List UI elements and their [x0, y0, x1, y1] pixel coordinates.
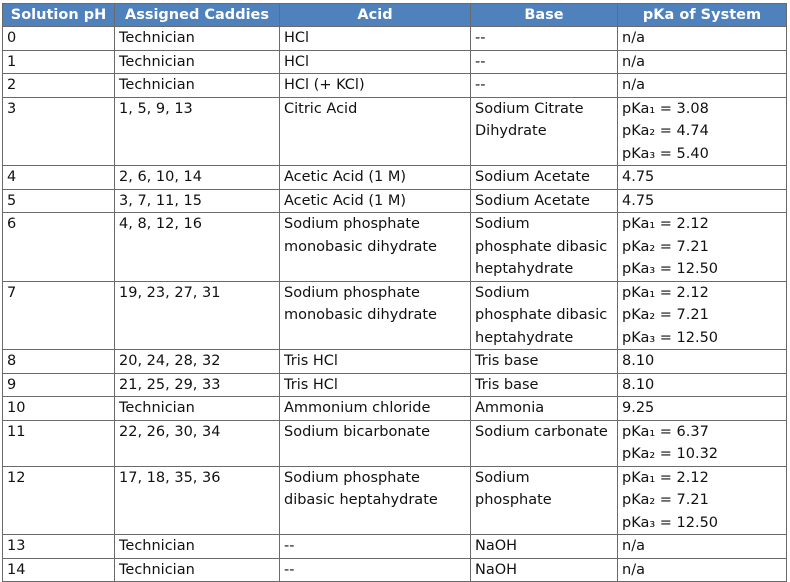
cell-pka [618, 74, 787, 98]
cell-acid-line: Tris HCl [284, 353, 338, 369]
cell-pka-line: pKa₃ = 12.50 [622, 329, 719, 346]
cell-base-line: -- [475, 53, 486, 70]
cell-acid-line: Citric Acid [284, 100, 358, 117]
cell-solution-ph: 4 [3, 166, 115, 190]
cell-base-line: Sodium Acetate [475, 192, 590, 209]
cell-pka-line: 8.10 [622, 376, 655, 393]
cell-acid [280, 397, 471, 421]
cell-base [471, 74, 618, 98]
cell-base-line: Sodium carbonate [475, 423, 608, 440]
cell-pka-line: n/a [622, 538, 645, 554]
cell-pka-line: pKa₂ = 7.21 [622, 238, 709, 255]
cell-pka-line: 9.25 [622, 400, 655, 416]
cell-pka-line: pKa₃ = 12.50 [622, 261, 719, 277]
cell-base-line: Sodium Citrate [475, 100, 584, 117]
cell-pka [618, 27, 787, 51]
cell-solution-ph: 13 [3, 535, 115, 559]
header-assigned-caddies: Assigned Caddies [115, 4, 280, 27]
cell-pka-line: pKa₂ = 7.21 [622, 307, 709, 323]
table-row [3, 213, 787, 282]
cell-base-line: Tris base [475, 376, 539, 393]
table-row [3, 74, 787, 98]
cell-pka-line: n/a [622, 77, 645, 93]
cell-pka [618, 535, 787, 559]
cell-base-line: NaOH [475, 561, 518, 578]
cell-acid-line: Ammonium chloride [284, 400, 431, 416]
cell-base-line: -- [475, 77, 486, 93]
cell-pka-line: pKa₂ = 10.32 [622, 446, 719, 462]
cell-solution-ph: 8 [3, 350, 115, 374]
cell-assigned-caddies: Technician [115, 535, 280, 559]
cell-acid-line: Tris HCl [284, 376, 338, 393]
cell-pka [618, 558, 787, 582]
cell-base [471, 373, 618, 397]
cell-pka-line: 4.75 [622, 192, 655, 209]
cell-acid-line: Sodium phosphate [284, 469, 420, 486]
buffer-table [2, 3, 787, 582]
cell-pka [618, 50, 787, 74]
cell-assigned-caddies: Technician [115, 27, 280, 51]
cell-pka-line: pKa₂ = 4.74 [622, 123, 709, 139]
table-body [3, 27, 787, 582]
cell-assigned-caddies: 20, 24, 28, 32 [115, 350, 280, 374]
cell-base [471, 466, 618, 535]
cell-acid-line: monobasic dihydrate [284, 307, 437, 323]
cell-base-line: heptahydrate [475, 329, 574, 346]
cell-acid-line: HCl [284, 30, 310, 46]
cell-pka [618, 213, 787, 282]
cell-pka-line: n/a [622, 561, 645, 578]
cell-solution-ph: 5 [3, 189, 115, 213]
cell-base-line: phosphate dibasic [475, 307, 608, 323]
cell-base-line: phosphate dibasic [475, 238, 608, 255]
cell-base-line: Sodium [475, 216, 530, 232]
cell-acid-line: HCl (+ KCl) [284, 77, 365, 93]
cell-assigned-caddies: 19, 23, 27, 31 [115, 281, 280, 350]
cell-assigned-caddies: Technician [115, 50, 280, 74]
cell-base [471, 350, 618, 374]
cell-solution-ph: 6 [3, 213, 115, 282]
table-row [3, 420, 787, 466]
cell-base [471, 27, 618, 51]
cell-pka-line: 8.10 [622, 353, 655, 369]
header-pka: pKa of System [618, 4, 787, 27]
cell-assigned-caddies: Technician [115, 74, 280, 98]
cell-base-line: Dihydrate [475, 123, 547, 139]
cell-acid [280, 97, 471, 166]
cell-acid [280, 373, 471, 397]
cell-base [471, 420, 618, 466]
table-row [3, 350, 787, 374]
table-row [3, 373, 787, 397]
cell-base [471, 189, 618, 213]
cell-base-line: Sodium Acetate [475, 169, 590, 185]
cell-acid-line: Acetic Acid (1 M) [284, 192, 406, 209]
cell-acid [280, 350, 471, 374]
table-row [3, 397, 787, 421]
cell-assigned-caddies: 21, 25, 29, 33 [115, 373, 280, 397]
cell-acid-line: Sodium phosphate [284, 284, 420, 301]
cell-pka-line: pKa₁ = 2.12 [622, 216, 709, 232]
cell-solution-ph: 2 [3, 74, 115, 98]
cell-pka-line: pKa₃ = 12.50 [622, 514, 719, 531]
cell-acid-line: -- [284, 538, 295, 554]
cell-acid [280, 166, 471, 190]
table-row [3, 50, 787, 74]
table-row [3, 166, 787, 190]
cell-pka-line: pKa₁ = 3.08 [622, 100, 709, 117]
table-row [3, 281, 787, 350]
cell-pka-line: pKa₁ = 2.12 [622, 284, 709, 301]
cell-pka [618, 189, 787, 213]
cell-assigned-caddies: 1, 5, 9, 13 [115, 97, 280, 166]
cell-base-line: Tris base [475, 353, 539, 369]
cell-acid [280, 213, 471, 282]
cell-pka [618, 373, 787, 397]
cell-solution-ph: 11 [3, 420, 115, 466]
cell-acid-line: monobasic dihydrate [284, 238, 437, 255]
cell-assigned-caddies: 4, 8, 12, 16 [115, 213, 280, 282]
table-row [3, 535, 787, 559]
cell-pka [618, 420, 787, 466]
table-row [3, 27, 787, 51]
cell-pka [618, 466, 787, 535]
cell-acid [280, 27, 471, 51]
cell-pka-line: n/a [622, 30, 645, 46]
cell-solution-ph: 14 [3, 558, 115, 582]
cell-pka-line: n/a [622, 53, 645, 70]
cell-solution-ph: 9 [3, 373, 115, 397]
cell-pka [618, 350, 787, 374]
cell-base-line: -- [475, 30, 486, 46]
cell-base [471, 213, 618, 282]
cell-assigned-caddies: Technician [115, 558, 280, 582]
cell-pka-line: pKa₁ = 6.37 [622, 423, 709, 440]
header-acid: Acid [280, 4, 471, 27]
cell-assigned-caddies: 17, 18, 35, 36 [115, 466, 280, 535]
cell-acid-line: HCl [284, 53, 310, 70]
cell-solution-ph: 1 [3, 50, 115, 74]
cell-pka-line: 4.75 [622, 169, 655, 185]
cell-base-line: phosphate [475, 492, 552, 508]
header-solution-ph: Solution pH [3, 4, 115, 27]
cell-base [471, 97, 618, 166]
cell-base [471, 166, 618, 190]
cell-pka [618, 397, 787, 421]
cell-acid-line: Sodium bicarbonate [284, 423, 431, 440]
cell-acid-line: Sodium phosphate [284, 216, 420, 232]
cell-assigned-caddies: 3, 7, 11, 15 [115, 189, 280, 213]
cell-acid [280, 189, 471, 213]
cell-solution-ph: 0 [3, 27, 115, 51]
cell-acid-line: dibasic heptahydrate [284, 492, 438, 508]
cell-acid [280, 558, 471, 582]
cell-pka-line: pKa₂ = 7.21 [622, 492, 709, 508]
cell-acid [280, 535, 471, 559]
table-row [3, 97, 787, 166]
cell-acid [280, 420, 471, 466]
cell-base-line: heptahydrate [475, 261, 574, 277]
cell-solution-ph: 7 [3, 281, 115, 350]
cell-pka [618, 97, 787, 166]
table-header [3, 4, 787, 27]
cell-acid [280, 74, 471, 98]
cell-solution-ph: 10 [3, 397, 115, 421]
cell-assigned-caddies: Technician [115, 397, 280, 421]
cell-acid-line: -- [284, 561, 295, 578]
cell-base-line: Ammonia [475, 400, 545, 416]
table-row [3, 558, 787, 582]
cell-base [471, 281, 618, 350]
cell-solution-ph: 3 [3, 97, 115, 166]
cell-base [471, 397, 618, 421]
cell-pka-line: pKa₁ = 2.12 [622, 469, 709, 486]
cell-pka-line: pKa₃ = 5.40 [622, 145, 709, 162]
cell-assigned-caddies: 2, 6, 10, 14 [115, 166, 280, 190]
cell-base [471, 535, 618, 559]
cell-base-line: Sodium [475, 469, 530, 486]
cell-acid [280, 50, 471, 74]
cell-pka [618, 166, 787, 190]
cell-acid [280, 466, 471, 535]
cell-base-line: NaOH [475, 538, 518, 554]
cell-solution-ph: 12 [3, 466, 115, 535]
cell-acid-line: Acetic Acid (1 M) [284, 169, 406, 185]
table-row [3, 189, 787, 213]
cell-base [471, 558, 618, 582]
cell-pka [618, 281, 787, 350]
cell-assigned-caddies: 22, 26, 30, 34 [115, 420, 280, 466]
cell-base [471, 50, 618, 74]
cell-base-line: Sodium [475, 284, 530, 301]
header-base: Base [471, 4, 618, 27]
table-row [3, 466, 787, 535]
header-row [3, 4, 787, 27]
cell-acid [280, 281, 471, 350]
